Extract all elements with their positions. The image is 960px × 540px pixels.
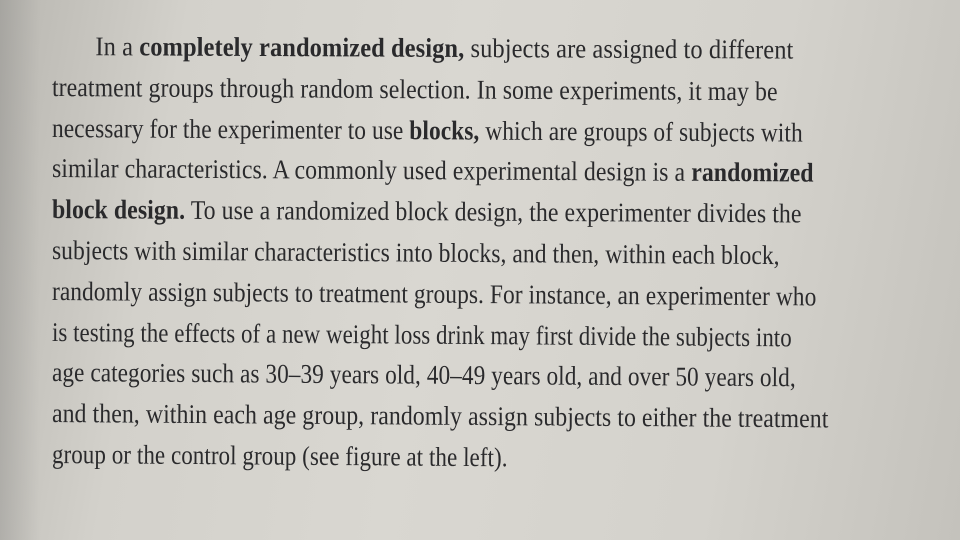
text-line [51, 393, 829, 439]
text-line [51, 312, 792, 358]
text-segment: is testing the effects of a new weight loss drink may first divide the subjects into [51, 316, 792, 352]
text-segment: necessary for the experimenter to use [51, 112, 410, 145]
bold-term: blocks, [409, 114, 480, 146]
text-segment: To use a randomized block design, the experimenter divides the [185, 194, 802, 229]
bold-term: randomized [691, 157, 814, 188]
text-segment: and then, within each age group, randomly assign subjects to either the treatment [51, 398, 829, 434]
bold-term: block design. [51, 194, 186, 225]
text-segment: which are groups of subjects with [479, 115, 803, 148]
text-line [52, 434, 792, 480]
text-segment: treatment groups through random selection. In some experiments, it may be [51, 71, 778, 107]
page-edge-shadow [0, 0, 40, 540]
text-segment: similar characteristics. A commonly used experimental design is a [51, 153, 692, 188]
text-segment: group or the control group (see figure at the left). [51, 438, 508, 473]
paragraph-randomized-block-design [52, 26, 922, 475]
text-line [52, 148, 818, 193]
text-line [52, 67, 818, 112]
text-line [52, 352, 800, 398]
text-line [52, 26, 840, 71]
text-line [52, 230, 809, 276]
text-line [52, 108, 805, 153]
text-segment: subjects with similar characteristics into blocks, and then, within each block, [51, 234, 780, 271]
text-segment: subjects are assigned to different [464, 32, 794, 65]
text-segment: randomly assign subjects to treatment groups. For instance, an experimenter who [51, 275, 817, 312]
text-segment: In a [95, 31, 140, 62]
text-line [52, 189, 818, 234]
bold-term: completely randomized design, [139, 31, 465, 63]
text-segment: age categories such as 30–39 years old, 40–49 years old, and over 50 years old, [51, 357, 796, 393]
text-line [51, 271, 817, 317]
